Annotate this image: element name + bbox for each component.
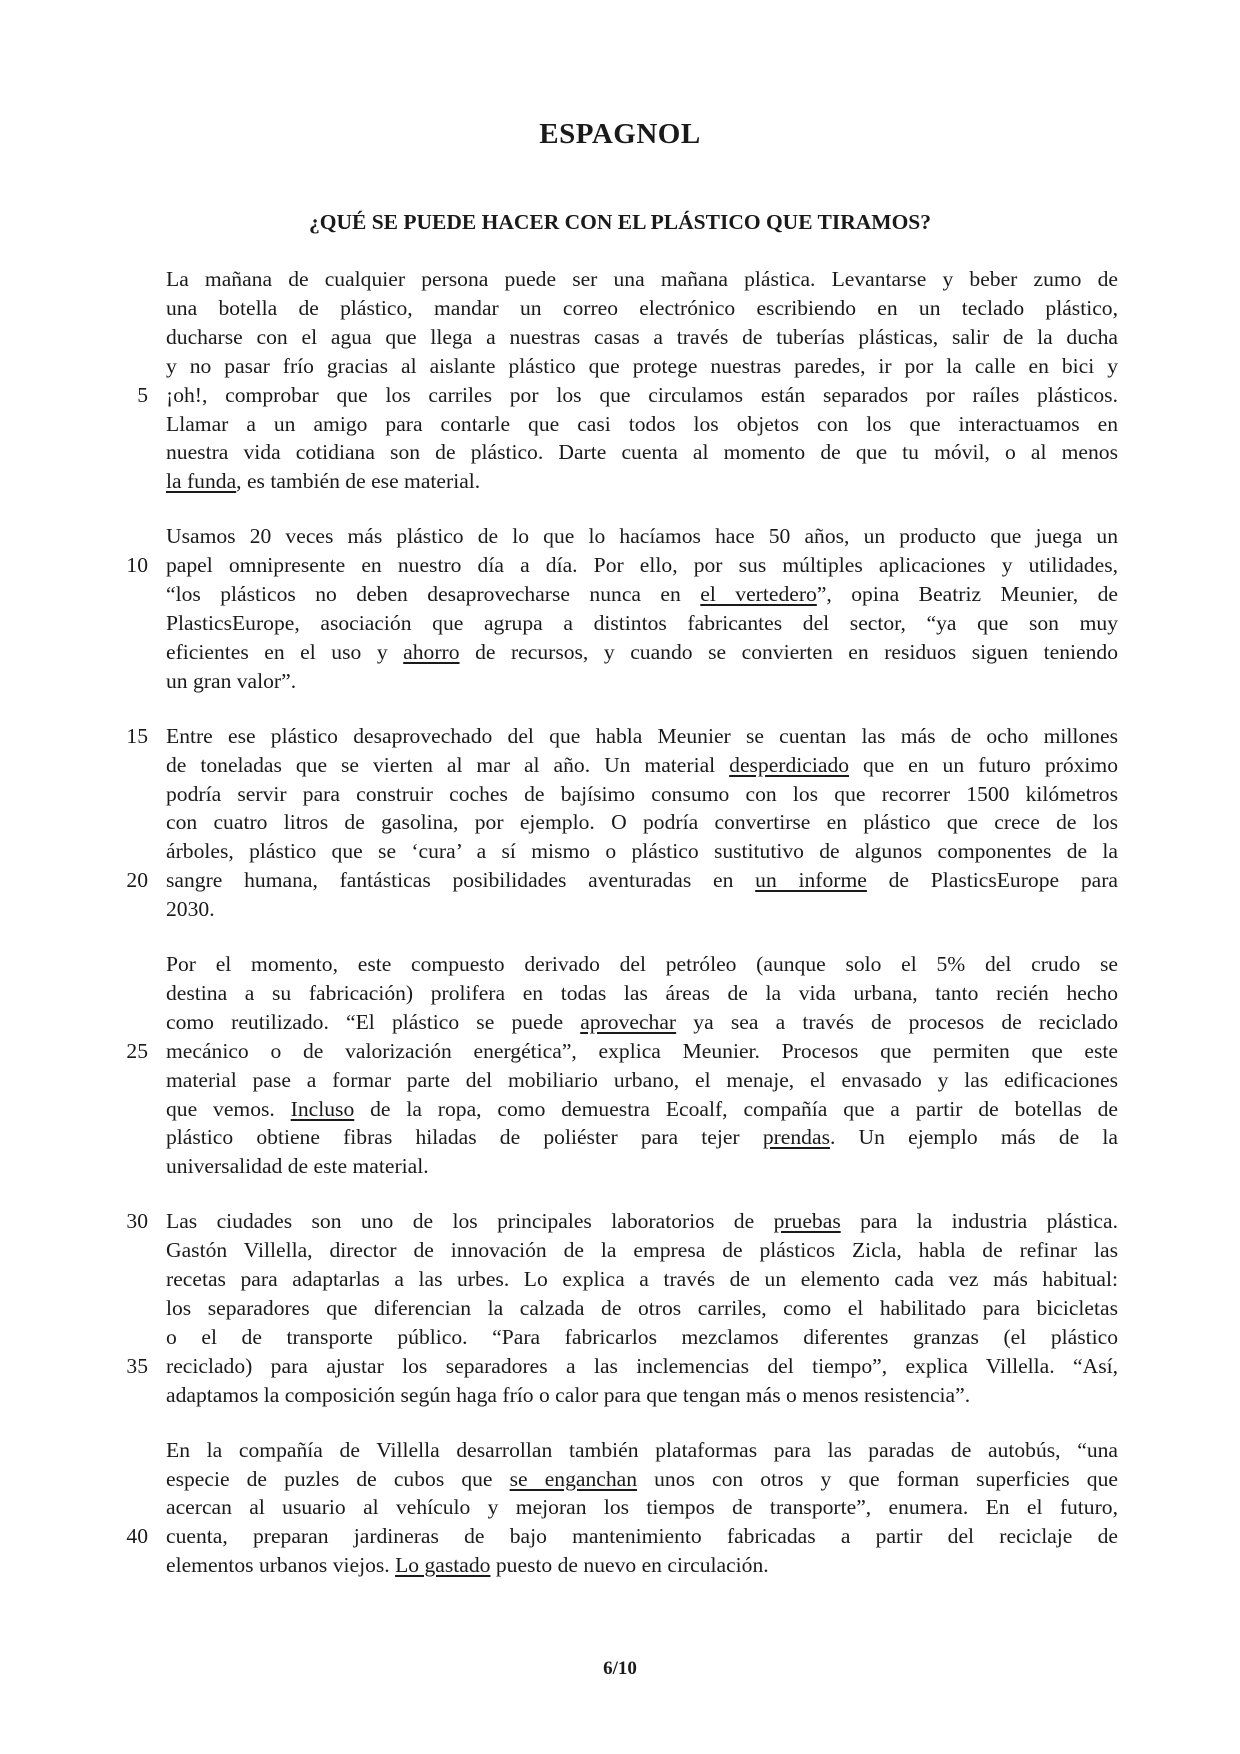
text-segment: de recursos, y cuando se convierten en residuos siguen teniendo (459, 639, 1118, 664)
text-segment: Las ciudades son uno de los principales laboratorios de (166, 1209, 774, 1234)
text-line (166, 265, 1118, 294)
text-line (166, 1465, 1118, 1494)
line-number: 5 (137, 382, 148, 407)
text-segment: que vemos. (166, 1096, 291, 1121)
text-segment: un gran valor”. (166, 668, 297, 693)
text-segment: plástico obtiene fibras hiladas de poliéster para tejer (166, 1125, 763, 1150)
text-segment: La mañana de cualquier persona puede ser una mañana plástica. Levantarse y beber zumo de (166, 267, 1118, 291)
underlined-term: el vertedero (700, 582, 817, 607)
text-line (166, 1207, 1118, 1236)
text-line (166, 1008, 1118, 1037)
text-line (166, 580, 1118, 609)
page-number: 6/10 (603, 1658, 637, 1679)
text-line (166, 467, 1118, 496)
text-segment: podría servir para construir coches de bajísimo consumo con los que recorrer 1500 kilómetros (166, 781, 1118, 806)
text-line (166, 1066, 1118, 1095)
text-segment: ya sea a través de procesos de reciclado (676, 1009, 1118, 1034)
text-line (166, 1323, 1118, 1352)
text-segment: “los plásticos no deben desaprovecharse nunca en (166, 582, 701, 607)
text-line (166, 1381, 1118, 1410)
text-segment: de la ropa, como demuestra Ecoalf, compañía que a partir de botellas de (354, 1096, 1118, 1121)
text-line (166, 1152, 1118, 1181)
text-segment: Gastón Villella, director de innovación de la empresa de plásticos Zicla, habla de refinar las (166, 1238, 1118, 1263)
text-line (166, 1436, 1118, 1465)
underlined-term: ahorro (403, 639, 460, 664)
text-segment: como reutilizado. “El plástico se puede (166, 1009, 581, 1034)
text-line (166, 1037, 1118, 1066)
text-line (166, 522, 1118, 551)
article-title: ¿QUÉ SE PUEDE HACER CON EL PLÁSTICO QUE TIRAMOS? (308, 210, 932, 234)
text-line (166, 323, 1118, 352)
line-number: 35 (126, 1353, 148, 1378)
text-segment: Entre ese plástico desaprovechado del que habla Meunier se cuentan las más de ocho millones (166, 723, 1118, 748)
text-line (166, 294, 1118, 323)
paragraph (166, 950, 1118, 1181)
underlined-term: prendas (762, 1125, 830, 1150)
text-line (166, 780, 1118, 809)
text-segment: una botella de plástico, mandar un correo electrónico escribiendo en un teclado plástico, (166, 295, 1118, 320)
text-line (166, 609, 1118, 638)
text-segment: material pase a formar parte del mobiliario urbano, el menaje, el envasado y las edificaciones (166, 1067, 1118, 1092)
text-segment: PlasticsEurope, asociación que agrupa a distintos fabricantes del sector, “ya que son muy (166, 610, 1118, 635)
text-segment: de toneladas que se vierten al mar al año. Un material (166, 752, 730, 777)
text-line (166, 667, 1118, 696)
article-body (166, 265, 1118, 1606)
text-segment: reciclado) para ajustar los separadores a las inclemencias del tiempo”, explica Villella. “Así, (166, 1353, 1118, 1378)
text-line (166, 1236, 1118, 1265)
text-line (166, 1095, 1118, 1124)
text-line (166, 551, 1118, 580)
text-segment: , es también de ese material. (236, 469, 481, 494)
underlined-term: desperdiciado (729, 752, 850, 777)
underlined-term: pruebas (773, 1209, 841, 1234)
text-segment: árboles, plástico que se ‘cura’ a sí mismo o plástico sustitutivo de algunos componentes de la (166, 839, 1118, 864)
text-segment: sangre humana, fantásticas posibilidades aventuradas en (166, 868, 756, 893)
text-segment: Llamar a un amigo para contarle que casi todos los objetos con los que interactuamos en (166, 411, 1118, 436)
text-line (166, 979, 1118, 1008)
text-segment: 2030. (166, 897, 215, 922)
text-segment: adaptamos la composición según haga frío o calor para que tengan más o menos resistencia”. (166, 1382, 971, 1407)
text-segment: Por el momento, este compuesto derivado del petróleo (aunque solo el 5% del crudo se (166, 952, 1118, 977)
text-segment: que en un futuro próximo (849, 752, 1119, 777)
line-number: 30 (126, 1209, 148, 1234)
text-segment: recetas para adaptarlas a las urbes. Lo explica a través de un elemento cada vez más habitual: (166, 1267, 1118, 1292)
text-line (166, 1352, 1118, 1381)
text-segment: . Un ejemplo más de la (829, 1125, 1118, 1150)
text-segment: unos con otros y que forman superficies que (637, 1466, 1118, 1491)
paragraph (166, 265, 1118, 496)
text-line (166, 410, 1118, 439)
paragraph (166, 1436, 1118, 1581)
text-segment: especie de puzles de cubos que (166, 1466, 510, 1491)
underlined-term: aprovechar (580, 1009, 677, 1034)
text-segment: puesto de nuevo en circulación. (490, 1553, 769, 1578)
text-segment: ”, opina Beatriz Meunier, de (816, 582, 1118, 607)
paragraph (166, 722, 1118, 924)
text-line (166, 1123, 1118, 1152)
line-number: 25 (126, 1038, 148, 1063)
text-segment: Usamos 20 veces más plástico de lo que lo hacíamos hace 50 años, un producto que juega un (166, 524, 1118, 549)
text-line (166, 808, 1118, 837)
text-segment: destina a su fabricación) prolifera en todas las áreas de la vida urbana, tanto recién hecho (166, 980, 1118, 1005)
text-segment: cuenta, preparan jardineras de bajo mantenimiento fabricadas a partir del reciclaje de (166, 1524, 1118, 1549)
text-line (166, 866, 1118, 895)
text-segment: ducharse con el agua que llega a nuestras casas a través de tuberías plásticas, salir de la ducha (166, 324, 1118, 349)
text-line (166, 1294, 1118, 1323)
underlined-term: Lo gastado (395, 1553, 491, 1578)
text-segment: de PlasticsEurope para (866, 868, 1118, 893)
text-line (166, 950, 1118, 979)
subject-heading: ESPAGNOL (539, 118, 701, 150)
text-segment: universalidad de este material. (166, 1154, 429, 1179)
text-line (166, 1493, 1118, 1522)
text-segment: con cuatro litros de gasolina, por ejemplo. O podría convertirse en plástico que crece de los (166, 810, 1118, 835)
text-segment: o el de transporte público. “Para fabricarlos mezclamos diferentes granzas (el plástico (166, 1324, 1118, 1349)
text-segment: los separadores que diferencian la calzada de otros carriles, como el habilitado para bicicletas (166, 1296, 1118, 1320)
text-segment: eficientes en el uso y (166, 639, 404, 664)
text-line (166, 1265, 1118, 1294)
text-line (166, 381, 1118, 410)
text-line (166, 438, 1118, 467)
text-segment: nuestra vida cotidiana son de plástico. Darte cuenta al momento de que tu móvil, o al menos (166, 440, 1118, 465)
underlined-term: se enganchan (509, 1466, 638, 1491)
underlined-term: Incluso (290, 1096, 355, 1121)
text-segment: y no pasar frío gracias al aislante plástico que protege nuestras paredes, ir por la calle en bici y (166, 353, 1118, 378)
text-line (166, 638, 1118, 667)
paragraph (166, 1207, 1118, 1409)
text-segment: papel omnipresente en nuestro día a día. Por ello, por sus múltiples aplicaciones y utilidades, (166, 553, 1118, 578)
text-segment: mecánico o de valorización energética”, explica Meunier. Procesos que permiten que este (166, 1038, 1118, 1063)
line-number: 40 (126, 1524, 148, 1549)
text-line (166, 722, 1118, 751)
text-line (166, 751, 1118, 780)
text-line (166, 352, 1118, 381)
text-line (166, 1551, 1118, 1580)
text-segment: En la compañía de Villella desarrollan también plataformas para las paradas de autobús, “una (166, 1437, 1118, 1462)
underlined-term: la funda (166, 469, 237, 494)
paragraph (166, 522, 1118, 695)
text-segment: acercan al usuario al vehículo y mejoran los tiempos de transporte”, enumera. En el futuro, (166, 1495, 1118, 1520)
text-line (166, 837, 1118, 866)
text-segment: ¡oh!, comprobar que los carriles por los que circulamos están separados por raíles plásticos. (166, 382, 1118, 407)
line-number: 20 (126, 868, 148, 893)
text-line (166, 1522, 1118, 1551)
text-segment: para la industria plástica. (840, 1209, 1118, 1234)
line-number: 10 (126, 553, 148, 578)
underlined-term: un informe (755, 868, 867, 893)
text-segment: elementos urbanos viejos. (166, 1553, 396, 1578)
text-line (166, 895, 1118, 924)
line-number: 15 (126, 723, 148, 748)
